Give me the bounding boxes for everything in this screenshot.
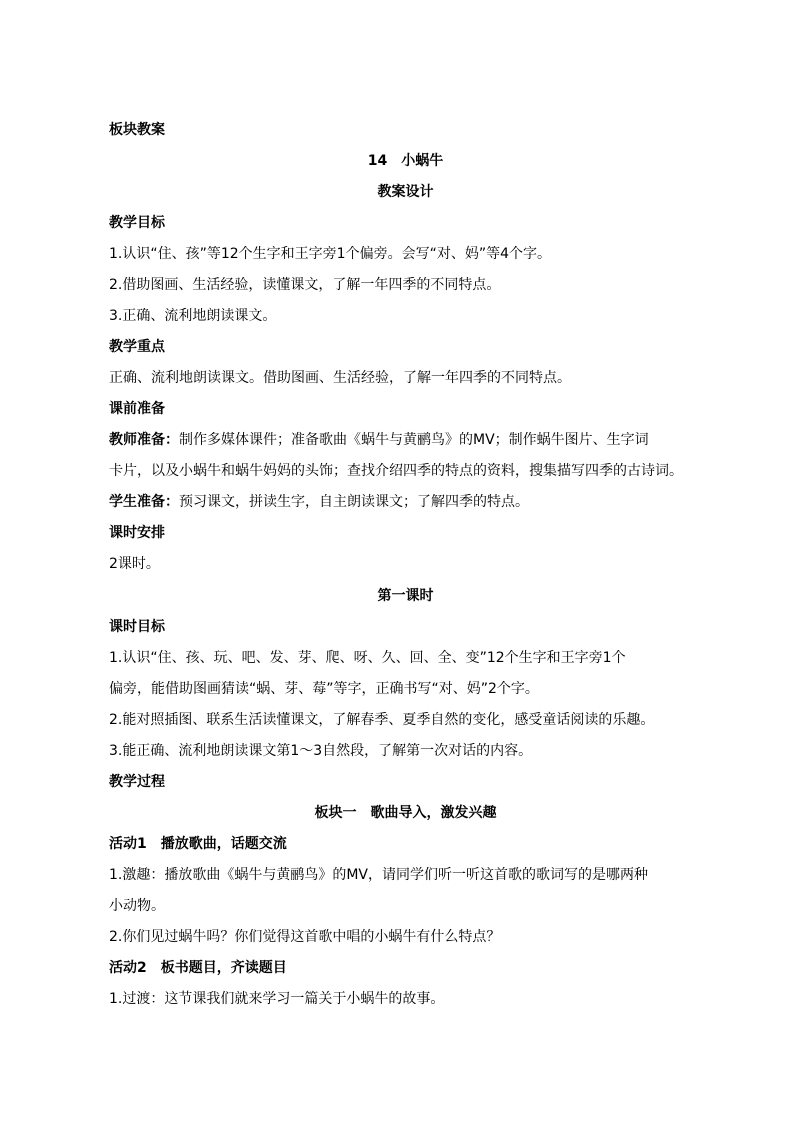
schedule-text: 2课时。 xyxy=(109,556,160,572)
student-prep-text: 预习课文，拼读生字，自主朗读课文；了解四季的特点。 xyxy=(179,494,529,510)
teacher-prep xyxy=(109,430,702,450)
period-title: 第一课时 xyxy=(377,588,434,604)
teacher-prep-text: 制作多媒体课件；准备歌曲《蜗牛与黄鹂鸟》的MV；制作蜗牛图片、生字词 xyxy=(179,432,649,448)
lesson-title: 14 小蜗牛 xyxy=(367,153,444,169)
student-prep xyxy=(109,492,702,512)
focus-text: 正确、流利地朗读课文。借助图画、生活经验，了解一年四季的不同特点。 xyxy=(109,370,571,386)
goal-item: 3.正确、流利地朗读课文。 xyxy=(109,308,277,324)
schedule-heading: 课时安排 xyxy=(109,525,165,541)
prep-heading: 课前准备 xyxy=(109,401,165,417)
activity1-item: 2.你们见过蜗牛吗？你们觉得这首歌中唱的小蜗牛有什么特点？ xyxy=(109,929,501,945)
activity1-label: 活动1 播放歌曲，话题交流 xyxy=(109,836,287,852)
student-prep-label: 学生准备： xyxy=(109,494,179,510)
period-goal-item: 3.能正确、流利地朗读课文第1～3自然段，了解第一次对话的内容。 xyxy=(109,743,533,759)
period-goal-item: 2.能对照插图、联系生活读懂课文，了解春季、夏季自然的变化，感受童话阅读的乐趣。 xyxy=(109,712,655,728)
period-goal-item: 1.认识“住、孩、玩、吧、发、芽、爬、呀、久、回、全、变”12个生字和王字旁1个 xyxy=(109,650,626,666)
period-goal-item-continued: 偏旁，能借助图画猜读“蜗、芽、莓”等字，正确书写“对、妈”2个字。 xyxy=(109,681,539,697)
activity1-item: 1.激趣：播放歌曲《蜗牛与黄鹂鸟》的MV，请同学们听一听这首歌的歌词写的是哪两种 xyxy=(109,867,649,883)
section-label: 板块教案 xyxy=(109,122,165,138)
teacher-prep-continued: 卡片，以及小蜗牛和蜗牛妈妈的头饰；查找介绍四季的特点的资料，搜集描写四季的古诗词。 xyxy=(109,463,683,479)
activity2-item: 1.过渡：这节课我们就来学习一篇关于小蜗牛的故事。 xyxy=(109,991,445,1007)
process-heading: 教学过程 xyxy=(109,774,165,790)
goals-heading: 教学目标 xyxy=(109,215,165,231)
goal-item: 1.认识“住、孩”等12个生字和王字旁1个偏旁。会写“对、妈”等4个字。 xyxy=(109,246,551,262)
activity2-label: 活动2 板书题目，齐读题目 xyxy=(109,960,287,976)
design-title: 教案设计 xyxy=(377,184,434,200)
activity1-item-continued: 小动物。 xyxy=(109,898,165,914)
goal-item: 2.借助图画、生活经验，读懂课文，了解一年四季的不同特点。 xyxy=(109,277,501,293)
period-goals-heading: 课时目标 xyxy=(109,619,165,635)
teacher-prep-label: 教师准备： xyxy=(109,432,179,448)
focus-heading: 教学重点 xyxy=(109,339,165,355)
block1-title: 板块一 歌曲导入，激发兴趣 xyxy=(314,805,497,821)
